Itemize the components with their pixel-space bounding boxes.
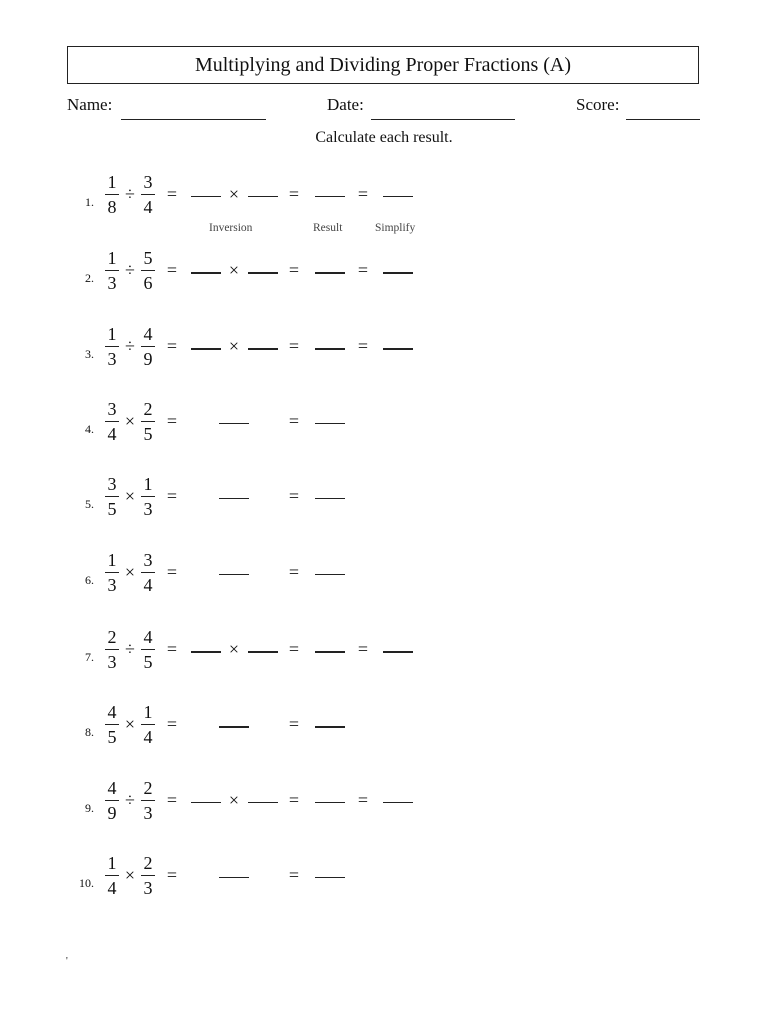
operator-symbol: ÷ (125, 790, 135, 810)
first-fraction-bar (105, 875, 119, 876)
operator-symbol: × (124, 714, 136, 734)
second-fraction-bar (141, 800, 155, 801)
second-fraction-numerator: 3 (143, 550, 153, 570)
second-fraction-denominator: 5 (143, 424, 153, 444)
problem-number: 10. (79, 876, 94, 890)
second-fraction (138, 474, 158, 520)
problem-number: 4. (85, 422, 94, 436)
problem-number: 3. (85, 347, 94, 361)
first-fraction-numerator: 1 (107, 550, 117, 570)
result-blank[interactable] (219, 574, 249, 575)
first-fraction (102, 702, 122, 748)
second-fraction-numerator: 1 (143, 702, 153, 722)
inversion-blank-2[interactable] (248, 651, 278, 653)
problem-number: 9. (85, 801, 94, 815)
simplify-blank[interactable] (315, 498, 345, 499)
equals-sign: = (166, 411, 178, 431)
problem-row (0, 853, 768, 915)
second-fraction-denominator: 3 (143, 803, 153, 823)
problem-number: 1. (85, 195, 94, 209)
first-fraction (102, 399, 122, 445)
first-fraction (102, 778, 122, 824)
inversion-blank-1[interactable] (191, 651, 221, 653)
problem-number: 2. (85, 271, 94, 285)
first-fraction-numerator: 1 (107, 248, 117, 268)
equals-sign: = (166, 336, 178, 356)
first-fraction-bar (105, 496, 119, 497)
second-fraction (138, 248, 158, 294)
simplify-blank[interactable] (315, 423, 345, 424)
equals-sign: = (288, 714, 300, 734)
first-fraction-bar (105, 270, 119, 271)
second-fraction-denominator: 3 (143, 499, 153, 519)
second-fraction-bar (141, 875, 155, 876)
equals-sign: = (288, 260, 300, 280)
first-fraction-bar (105, 572, 119, 573)
second-fraction-numerator: 2 (143, 853, 153, 873)
problem-row (0, 172, 768, 234)
times-sign: × (228, 184, 240, 204)
inversion-blank-1[interactable] (191, 348, 221, 350)
result-blank[interactable] (315, 196, 345, 197)
second-fraction-bar (141, 421, 155, 422)
problem-number: 6. (85, 573, 94, 587)
second-fraction-numerator: 3 (143, 172, 153, 192)
equals-sign: = (357, 260, 369, 280)
first-fraction (102, 172, 122, 218)
problem-row (0, 399, 768, 461)
inversion-blank-2[interactable] (248, 272, 278, 274)
equals-sign: = (357, 184, 369, 204)
first-fraction (102, 324, 122, 370)
equals-sign: = (357, 639, 369, 659)
date-field[interactable] (371, 119, 515, 120)
equals-sign: = (288, 562, 300, 582)
second-fraction-denominator: 4 (143, 197, 153, 217)
equals-sign: = (166, 562, 178, 582)
result-blank[interactable] (315, 802, 345, 803)
simplify-blank[interactable] (383, 651, 413, 653)
inversion-blank-1[interactable] (191, 802, 221, 803)
equals-sign: = (166, 184, 178, 204)
first-fraction-bar (105, 194, 119, 195)
simplify-blank[interactable] (315, 877, 345, 878)
second-fraction-numerator: 1 (143, 474, 153, 494)
first-fraction (102, 853, 122, 899)
operator-symbol: × (124, 486, 136, 506)
second-fraction-denominator: 4 (143, 575, 153, 595)
second-fraction (138, 778, 158, 824)
name-label: Name: (67, 95, 113, 114)
inversion-blank-2[interactable] (248, 348, 278, 350)
second-fraction-denominator: 4 (143, 727, 153, 747)
result-blank[interactable] (219, 726, 249, 728)
first-fraction (102, 248, 122, 294)
simplify-blank[interactable] (383, 802, 413, 803)
second-fraction-bar (141, 724, 155, 725)
second-fraction-bar (141, 572, 155, 573)
simplify-blank[interactable] (383, 348, 413, 350)
first-fraction-denominator: 3 (107, 349, 117, 369)
problem-number: 8. (85, 725, 94, 739)
operator-symbol: ÷ (125, 260, 135, 280)
first-fraction-numerator: 3 (107, 399, 117, 419)
problem-number: 7. (85, 650, 94, 664)
first-fraction (102, 627, 122, 673)
inversion-blank-2[interactable] (248, 802, 278, 803)
problem-number: 5. (85, 497, 94, 511)
equals-sign: = (288, 486, 300, 506)
first-fraction-denominator: 3 (107, 652, 117, 672)
simplify-blank[interactable] (315, 726, 345, 728)
second-fraction (138, 627, 158, 673)
operator-symbol: ÷ (125, 184, 135, 204)
problem-row (0, 702, 768, 764)
result-blank[interactable] (315, 348, 345, 350)
second-fraction-bar (141, 270, 155, 271)
simplify-blank[interactable] (383, 272, 413, 274)
first-fraction-numerator: 4 (107, 702, 117, 722)
times-sign: × (228, 790, 240, 810)
first-fraction-denominator: 4 (107, 878, 117, 898)
second-fraction-bar (141, 649, 155, 650)
inversion-blank-2[interactable] (248, 196, 278, 197)
equals-sign: = (288, 411, 300, 431)
worksheet-title: Multiplying and Dividing Proper Fractions (A) (67, 46, 699, 84)
equals-sign: = (357, 790, 369, 810)
problem-row (0, 474, 768, 536)
first-fraction (102, 550, 122, 596)
first-fraction-denominator: 9 (107, 803, 117, 823)
first-fraction-bar (105, 800, 119, 801)
simplify-blank[interactable] (315, 574, 345, 575)
operator-symbol: ÷ (125, 336, 135, 356)
second-fraction (138, 550, 158, 596)
equals-sign: = (166, 486, 178, 506)
first-fraction (102, 474, 122, 520)
equals-sign: = (288, 639, 300, 659)
first-fraction-denominator: 4 (107, 424, 117, 444)
score-field[interactable] (626, 119, 700, 120)
first-fraction-numerator: 2 (107, 627, 117, 647)
second-fraction (138, 399, 158, 445)
second-fraction (138, 853, 158, 899)
inversion-blank-1[interactable] (191, 272, 221, 274)
equals-sign: = (357, 336, 369, 356)
first-fraction-numerator: 1 (107, 172, 117, 192)
problem-row (0, 550, 768, 612)
second-fraction-numerator: 2 (143, 399, 153, 419)
result-blank[interactable] (219, 877, 249, 878)
first-fraction-numerator: 1 (107, 853, 117, 873)
first-fraction-bar (105, 346, 119, 347)
first-fraction-bar (105, 724, 119, 725)
first-fraction-denominator: 5 (107, 499, 117, 519)
times-sign: × (228, 260, 240, 280)
second-fraction-denominator: 3 (143, 878, 153, 898)
score-label: Score: (576, 95, 620, 114)
second-fraction (138, 172, 158, 218)
operator-symbol: ÷ (125, 639, 135, 659)
operator-symbol: × (124, 411, 136, 431)
result-blank[interactable] (219, 423, 249, 424)
first-fraction-denominator: 8 (107, 197, 117, 217)
equals-sign: = (288, 790, 300, 810)
second-fraction-denominator: 9 (143, 349, 153, 369)
problem-row (0, 778, 768, 840)
result-blank[interactable] (315, 651, 345, 653)
times-sign: × (228, 336, 240, 356)
times-sign: × (228, 639, 240, 659)
problem-row (0, 248, 768, 310)
operator-symbol: × (124, 865, 136, 885)
first-fraction-denominator: 3 (107, 575, 117, 595)
footer-mark: ' (66, 956, 68, 967)
second-fraction-numerator: 2 (143, 778, 153, 798)
inversion-blank-1[interactable] (191, 196, 221, 197)
first-fraction-bar (105, 421, 119, 422)
equals-sign: = (166, 639, 178, 659)
second-fraction (138, 702, 158, 748)
second-fraction-numerator: 5 (143, 248, 153, 268)
instruction-text: Calculate each result. (315, 129, 453, 146)
date-label: Date: (327, 95, 364, 114)
result-label: Result (313, 222, 343, 234)
second-fraction-bar (141, 194, 155, 195)
first-fraction-numerator: 1 (107, 324, 117, 344)
second-fraction-bar (141, 496, 155, 497)
first-fraction-denominator: 5 (107, 727, 117, 747)
equals-sign: = (288, 184, 300, 204)
inversion-label: Inversion (209, 222, 253, 234)
result-blank[interactable] (219, 498, 249, 499)
equals-sign: = (166, 790, 178, 810)
equals-sign: = (288, 865, 300, 885)
first-fraction-bar (105, 649, 119, 650)
problem-row (0, 627, 768, 689)
equals-sign: = (166, 714, 178, 734)
first-fraction-numerator: 3 (107, 474, 117, 494)
second-fraction-numerator: 4 (143, 627, 153, 647)
second-fraction-denominator: 5 (143, 652, 153, 672)
simplify-label: Simplify (375, 222, 416, 234)
simplify-blank[interactable] (383, 196, 413, 197)
operator-symbol: × (124, 562, 136, 582)
first-fraction-numerator: 4 (107, 778, 117, 798)
second-fraction-denominator: 6 (143, 273, 153, 293)
equals-sign: = (166, 865, 178, 885)
second-fraction (138, 324, 158, 370)
first-fraction-denominator: 3 (107, 273, 117, 293)
name-field[interactable] (121, 119, 266, 120)
equals-sign: = (166, 260, 178, 280)
result-blank[interactable] (315, 272, 345, 274)
equals-sign: = (288, 336, 300, 356)
second-fraction-numerator: 4 (143, 324, 153, 344)
second-fraction-bar (141, 346, 155, 347)
problem-row (0, 324, 768, 386)
